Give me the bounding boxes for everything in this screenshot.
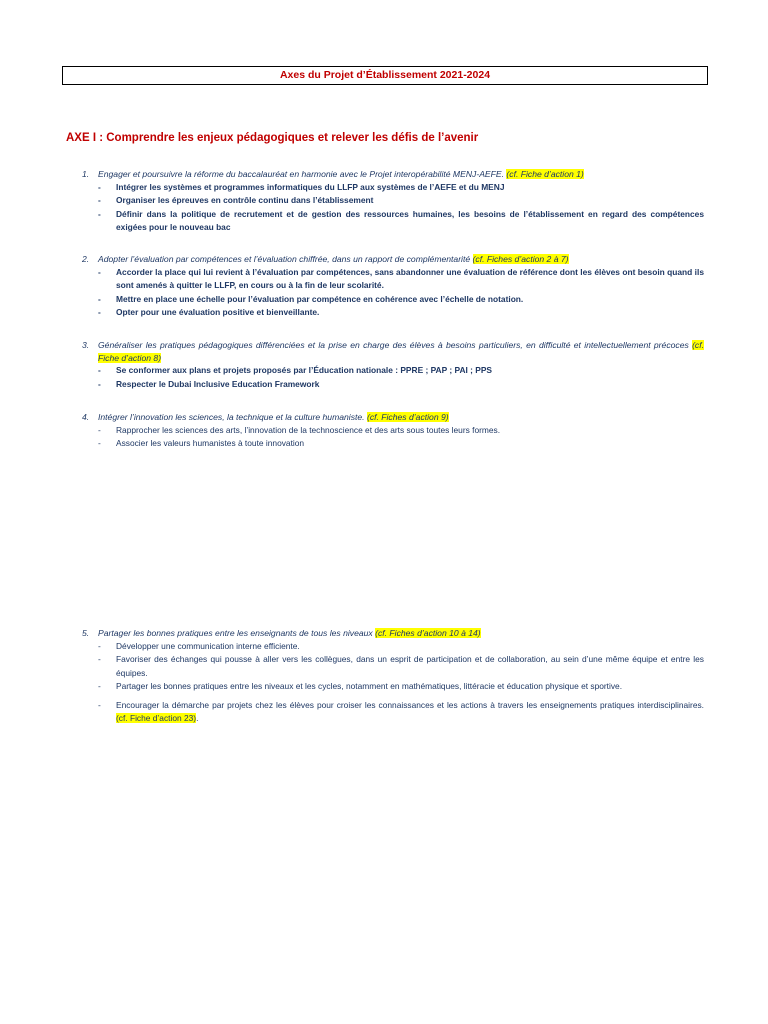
item-title [82, 339, 704, 364]
list-item: - Intégrer les systèmes et programmes informatiques du LLFP aux systèmes de l’AEFE et du MENJ [98, 181, 704, 195]
list-item: - Respecter le Dubai Inclusive Education Framework [98, 378, 704, 392]
action-ref-highlight: (cf. Fiches d’action 10 à 14) [375, 628, 481, 638]
action-ref-highlight: (cf. Fiche d’action 1) [506, 169, 584, 179]
dash-bullet: - [98, 438, 101, 448]
dash-bullet: - [98, 424, 101, 435]
dash-bullet: - [98, 681, 101, 691]
dash-bullet: - [98, 266, 101, 277]
action-ref-highlight: (cf. Fiches d’action 9) [366, 412, 449, 422]
action-ref-highlight: (cf. Fiche d’action 8) [98, 340, 704, 363]
axis-item-4 [82, 411, 704, 451]
item-text: Adopter l’évaluation par compétences et l’évaluation chiffrée, dans un rapport de complémentarité [98, 254, 471, 264]
axe-heading: AXE I : Comprendre les enjeux pédagogiques et relever les défis de l’avenir [66, 132, 479, 144]
item-title [82, 168, 704, 181]
list-item: - Se conformer aux plans et projets proposés par l’Éducation nationale : PPRE ; PAP ; PAI ; PPS [98, 364, 704, 378]
item-text: Généraliser les pratiques pédagogiques différenciées et la prise en charge des élèves à besoins particuliers, en difficulté et intellectuellement précoces [98, 340, 689, 350]
item-number: 4. [82, 412, 90, 422]
axis-item-2 [82, 253, 704, 320]
dash-bullet: - [98, 195, 101, 205]
list-item: - Rapprocher les sciences des arts, l’innovation de la technoscience et des arts sous toutes leurs formes. [98, 424, 704, 438]
sub-list [82, 181, 704, 235]
list-item: - Associer les valeurs humanistes à toute innovation [98, 437, 704, 451]
dash-bullet: - [98, 293, 101, 304]
item-number: 3. [82, 340, 90, 350]
action-ref-highlight: (cf. Fiche d’action 23) [116, 713, 197, 723]
item-number: 2. [82, 254, 90, 264]
dash-bullet: - [98, 699, 101, 710]
item-text: Partager les bonnes pratiques entre les enseignants de tous les niveaux [98, 628, 373, 638]
dash-bullet: - [98, 640, 101, 651]
list-item: - Définir dans la politique de recrutement et de gestion des ressources humaines, les besoins de l’établissement en regard des compétences exigées pour le nouveau bac [98, 208, 704, 232]
sub-list [82, 364, 704, 391]
dash-bullet: - [98, 208, 101, 219]
item-title [82, 253, 704, 266]
item-number: 5. [82, 628, 90, 638]
dash-bullet: - [98, 378, 101, 389]
axis-item-3 [82, 339, 704, 391]
item-text: Engager et poursuivre la réforme du baccalauréat en harmonie avec le Projet interopérabilité MENJ-AEFE. [98, 169, 505, 179]
axis-item-5 [82, 627, 704, 726]
sub-list [82, 424, 704, 451]
dash-bullet: - [98, 654, 101, 664]
item-number: 1. [82, 169, 90, 179]
dash-bullet: - [98, 365, 101, 375]
dash-bullet: - [98, 307, 101, 317]
list-item: - Partager les bonnes pratiques entre les niveaux et les cycles, notamment en mathématiques, littéracie et éducation physique et sportive. [98, 680, 704, 694]
list-item: - Développer une communication interne efficiente. [98, 640, 704, 654]
axis-item-1 [82, 168, 704, 235]
list-item: - Accorder la place qui lui revient à l’évaluation par compétences, sans abandonner une évaluation de référence dont les élèves ont besoin quand ils sont amenés à quitter le LLFP, en cours ou à la fin de leur scolarité. [98, 266, 704, 290]
list-item: - Organiser les épreuves en contrôle continu dans l’établissement [98, 194, 704, 208]
sub-list [82, 640, 704, 726]
list-item: - Encourager la démarche par projets chez les élèves pour croiser les connaissances et les actions à travers les enseignements pratiques interdisciplinaires. (cf. Fiche d’action 23). [98, 699, 704, 723]
list-item: - Favoriser des échanges qui pousse à aller vers les collègues, dans un esprit de participation et de collaboration, au sein d’une même équipe et entre les équipes. [98, 654, 704, 678]
item-title [82, 411, 704, 424]
sub-list [82, 266, 704, 320]
document-title: Axes du Projet d’Établissement 2021-2024 [62, 66, 708, 85]
list-item: - Mettre en place une échelle pour l’évaluation par compétence en cohérence avec l’échelle de notation. [98, 293, 704, 307]
item-text: Intégrer l’innovation les sciences, la technique et la culture humaniste. [98, 412, 365, 422]
action-ref-highlight: (cf. Fiches d’action 2 à 7) [472, 254, 569, 264]
dash-bullet: - [98, 181, 101, 192]
item-title [82, 627, 704, 640]
list-item: - Opter pour une évaluation positive et bienveillante. [98, 306, 704, 320]
